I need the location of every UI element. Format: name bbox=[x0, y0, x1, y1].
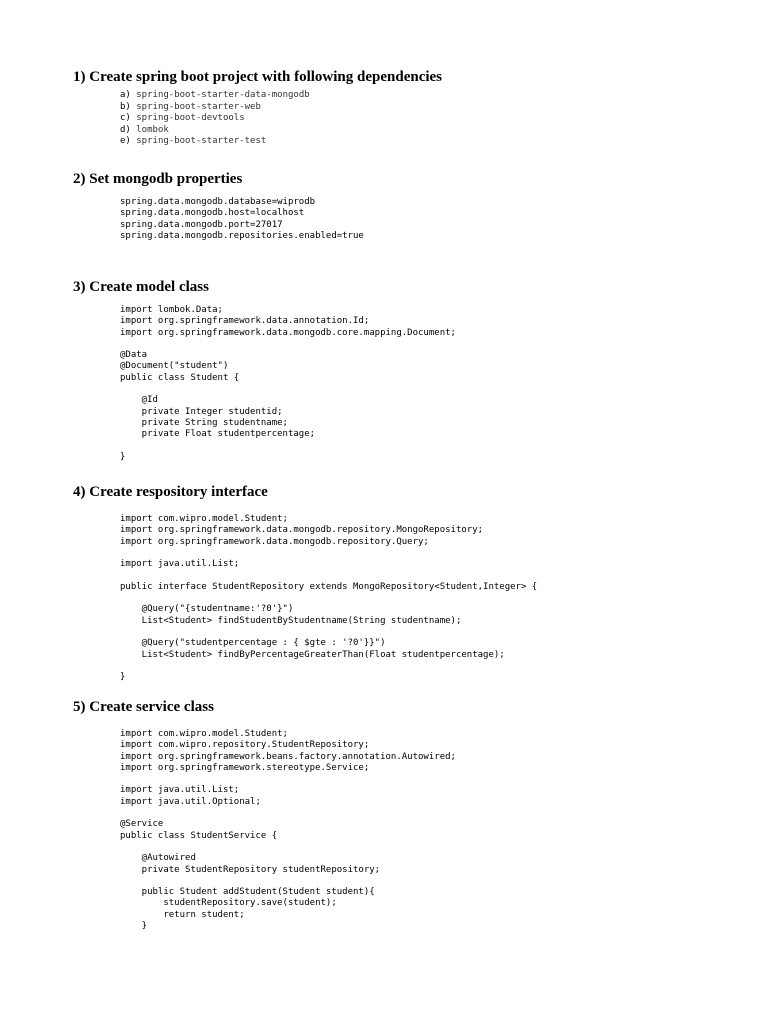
repository-code-block bbox=[120, 514, 537, 683]
code-line: @Query("{studentname:'?0'}") bbox=[120, 604, 294, 615]
code-line: } bbox=[120, 672, 126, 683]
code-line: spring.data.mongodb.repositories.enabled=true bbox=[120, 230, 364, 241]
code-line: @Autowired bbox=[120, 853, 196, 864]
code-line: public class StudentService { bbox=[120, 830, 278, 841]
code-line: private Float studentpercentage; bbox=[120, 429, 316, 440]
code-line: return student; bbox=[120, 909, 245, 920]
dependency-name: lombok bbox=[136, 124, 169, 135]
code-line bbox=[120, 774, 456, 785]
code-line: public class Student { bbox=[120, 372, 240, 383]
list-marker: d) bbox=[120, 124, 131, 135]
code-line: import org.springframework.data.mongodb.core.mapping.Document; bbox=[120, 327, 456, 338]
code-line bbox=[120, 627, 537, 638]
code-line bbox=[120, 842, 456, 853]
code-line: spring.data.mongodb.port=27017 bbox=[120, 219, 283, 230]
code-line: private String studentname; bbox=[120, 417, 288, 428]
code-line: import org.springframework.data.mongodb.repository.MongoRepository; bbox=[120, 525, 484, 536]
list-item bbox=[120, 90, 310, 102]
list-item bbox=[120, 136, 310, 148]
section-3-heading: 3) Create model class bbox=[73, 279, 209, 295]
list-marker: e) bbox=[120, 136, 131, 146]
properties-code-block bbox=[120, 197, 364, 242]
model-class-code-block bbox=[120, 305, 456, 463]
code-line: studentRepository.save(student); bbox=[120, 898, 337, 909]
dependency-list bbox=[120, 90, 310, 148]
code-line: @Data bbox=[120, 350, 148, 361]
code-line: import com.wipro.model.Student; bbox=[120, 514, 288, 524]
code-line: import org.springframework.data.annotation.Id; bbox=[120, 316, 370, 327]
code-line: @Document("student") bbox=[120, 361, 229, 372]
code-line: import com.wipro.repository.StudentRepository; bbox=[120, 740, 370, 751]
dependency-name: spring-boot-devtools bbox=[136, 113, 245, 123]
code-line: public interface StudentRepository extends MongoRepository<Student,Integer> { bbox=[120, 581, 538, 592]
code-line bbox=[120, 808, 456, 819]
list-item bbox=[120, 113, 310, 125]
code-line: @Id bbox=[120, 395, 158, 406]
code-line: import com.wipro.model.Student; bbox=[120, 729, 288, 739]
code-line: @Service bbox=[120, 819, 164, 830]
code-line: import lombok.Data; bbox=[120, 305, 223, 315]
section-4-heading: 4) Create respository interface bbox=[73, 484, 268, 500]
list-marker: b) bbox=[120, 101, 131, 112]
code-line bbox=[120, 548, 537, 559]
section-1-heading: 1) Create spring boot project with following dependencies bbox=[73, 69, 443, 85]
list-marker: c) bbox=[120, 113, 131, 123]
code-line: spring.data.mongodb.host=localhost bbox=[120, 208, 305, 219]
code-line: private StudentRepository studentRepository; bbox=[120, 864, 381, 875]
code-line bbox=[120, 441, 456, 452]
list-item bbox=[120, 125, 310, 137]
code-line: } bbox=[120, 921, 148, 932]
code-line: List<Student> findByPercentageGreaterThan(Float studentpercentage); bbox=[120, 649, 505, 660]
code-line bbox=[120, 570, 537, 581]
section-2-heading: 2) Set mongodb properties bbox=[73, 171, 243, 187]
code-line bbox=[120, 339, 456, 350]
list-marker: a) bbox=[120, 90, 131, 100]
dependency-name: spring-boot-starter-test bbox=[136, 136, 267, 146]
code-line: private Integer studentid; bbox=[120, 406, 283, 417]
section-5-heading: 5) Create service class bbox=[73, 699, 214, 715]
code-line: import org.springframework.data.mongodb.repository.Query; bbox=[120, 536, 429, 547]
code-line: } bbox=[120, 451, 126, 462]
list-item bbox=[120, 102, 310, 114]
code-line: import org.springframework.beans.factory.annotation.Autowired; bbox=[120, 751, 456, 762]
code-line: @Query("studentpercentage : { $gte : '?0'}}") bbox=[120, 638, 386, 649]
code-line: import java.util.List; bbox=[120, 785, 240, 796]
dependency-name: spring-boot-starter-web bbox=[136, 101, 261, 112]
code-line: List<Student> findStudentByStudentname(String studentname); bbox=[120, 615, 462, 626]
code-line: import org.springframework.stereotype.Service; bbox=[120, 762, 370, 773]
code-line bbox=[120, 384, 456, 395]
code-line: spring.data.mongodb.database=wiprodb bbox=[120, 197, 316, 207]
dependency-name: spring-boot-starter-data-mongodb bbox=[136, 90, 310, 100]
code-line: import java.util.Optional; bbox=[120, 796, 261, 807]
code-line bbox=[120, 661, 537, 672]
code-line bbox=[120, 876, 456, 887]
service-class-code-block bbox=[120, 729, 456, 932]
code-line: public Student addStudent(Student student){ bbox=[120, 887, 375, 898]
code-line: import java.util.List; bbox=[120, 559, 240, 570]
code-line bbox=[120, 593, 537, 604]
